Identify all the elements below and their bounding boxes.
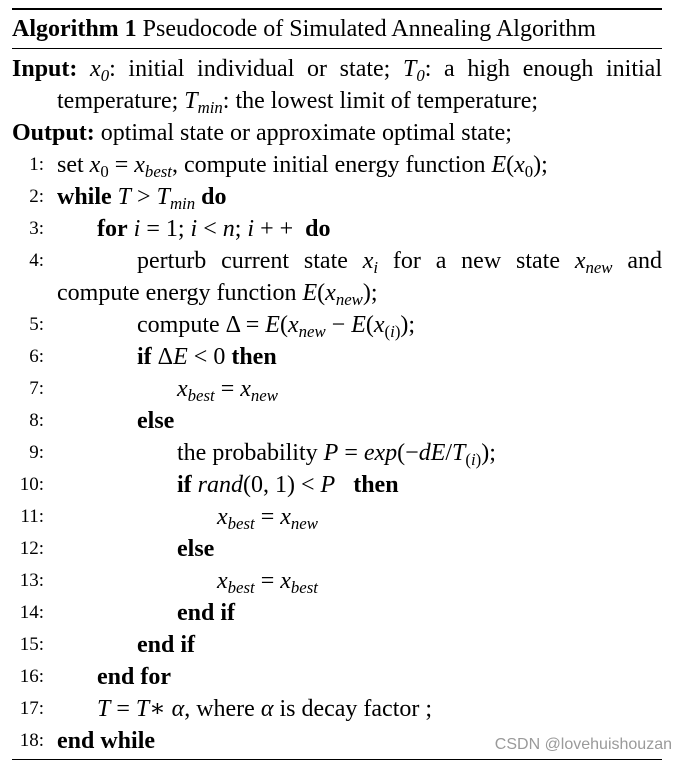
algo-line-4: 4: perturb current state $x_i$ for a new state $x_{new}$ and compute energy function $E(x_{new})$; — [12, 245, 662, 309]
caption-label: Algorithm 1 — [12, 16, 137, 42]
line-number: 16: — [19, 666, 44, 687]
tmin-symbol: $T_{min}$ — [184, 88, 223, 118]
line-number: 12: — [19, 538, 44, 559]
algo-line-13: 13: $x_{best} = x_{best}$ — [12, 565, 662, 597]
algo-line-2: 2: while $T > T_{min}$ do — [12, 181, 662, 213]
keyword: end while — [57, 728, 156, 754]
algorithm-box — [12, 8, 662, 760]
keyword: end for — [97, 664, 171, 690]
algo-line-10: 10: if rand(0, 1) < P then — [12, 469, 662, 501]
keyword: if — [177, 472, 192, 498]
algo-line-6: 6: if ΔE < 0 then — [12, 341, 662, 373]
x0-desc: : initial individual or state; — [109, 56, 391, 82]
line-number: 8: — [29, 410, 44, 431]
keyword: else — [137, 408, 175, 434]
algo-line-17: 17: T = T∗ α, where α is decay factor ; — [12, 693, 662, 725]
line-text: , compute initial energy function — [171, 152, 486, 178]
input-block — [12, 53, 662, 117]
line-number: 11: — [20, 506, 44, 527]
line-number: 15: — [19, 634, 44, 655]
t0-symbol: $T_0$ — [402, 56, 425, 86]
input-label: Input: — [12, 56, 78, 82]
keyword: else — [177, 536, 215, 562]
algorithm-caption — [12, 13, 662, 45]
line-number: 17: — [19, 698, 44, 719]
line-text: for a new state — [392, 248, 560, 274]
algo-line-7: 7: $x_{best} = x_{new}$ — [12, 373, 662, 405]
caption-title: Pseudocode of Simulated Annealing Algorithm — [142, 16, 596, 42]
algo-line-12 — [12, 533, 662, 565]
keyword: end if — [137, 632, 196, 658]
algo-line-8 — [12, 405, 662, 437]
tmin-desc: : the lowest limit of temperature; — [222, 88, 539, 114]
t0-desc: : a high enough initial temperature; — [57, 56, 662, 114]
algo-line-11: 11: $x_{best} = x_{new}$ — [12, 501, 662, 533]
line-number: 4: — [29, 250, 44, 271]
line-number: 1: — [29, 154, 44, 175]
line-number: 7: — [29, 378, 44, 399]
top-rule — [12, 8, 662, 10]
algo-line-3: 3: for i = 1; i < n; i + + do — [12, 213, 662, 245]
bottom-rule — [12, 759, 662, 760]
algo-line-15 — [12, 629, 662, 661]
line-number: 2: — [29, 186, 44, 207]
keyword: for — [97, 216, 128, 242]
line-text: the probability — [177, 440, 318, 466]
keyword: if — [137, 344, 152, 370]
keyword: do — [201, 184, 227, 210]
line-text: is decay factor ; — [279, 696, 433, 722]
line-text: perturb current state — [137, 248, 348, 274]
algo-line-1: 1: set $x_0 = x_{best}$, compute initial energy function $E(x_0)$; — [12, 149, 662, 181]
line-number: 10: — [19, 474, 44, 495]
algo-line-14 — [12, 597, 662, 629]
output-text: optimal state or approximate optimal state; — [100, 120, 512, 146]
line-number: 3: — [29, 218, 44, 239]
line-number: 14: — [19, 602, 44, 623]
x0-symbol: $x_0$ — [90, 56, 110, 86]
keyword: then — [231, 344, 277, 370]
keyword: while — [57, 184, 112, 210]
output-label: Output: — [12, 120, 95, 146]
algo-line-16 — [12, 661, 662, 693]
line-number: 5: — [29, 314, 44, 335]
output-block — [12, 117, 662, 149]
algo-line-9: 9: the probability $P = \exp(-dE/T_{(i)})$; — [12, 437, 662, 469]
line-number: 18: — [19, 730, 44, 751]
line-number: 13: — [19, 570, 44, 591]
keyword: then — [353, 472, 399, 498]
keyword: do — [305, 216, 331, 242]
caption-rule — [12, 48, 662, 49]
line-number: 9: — [29, 442, 44, 463]
watermark: CSDN @lovehuishouzan — [494, 736, 672, 753]
line-text: , where — [184, 696, 255, 722]
line-text: compute — [137, 312, 220, 338]
keyword: end if — [177, 600, 236, 626]
line-number: 6: — [29, 346, 44, 367]
algo-line-5: 5: compute $\Delta = E(x_{new} - E(x_{(i)})$; — [12, 309, 662, 341]
line-text: set — [57, 152, 84, 178]
line-text: and compute energy function — [57, 248, 662, 306]
